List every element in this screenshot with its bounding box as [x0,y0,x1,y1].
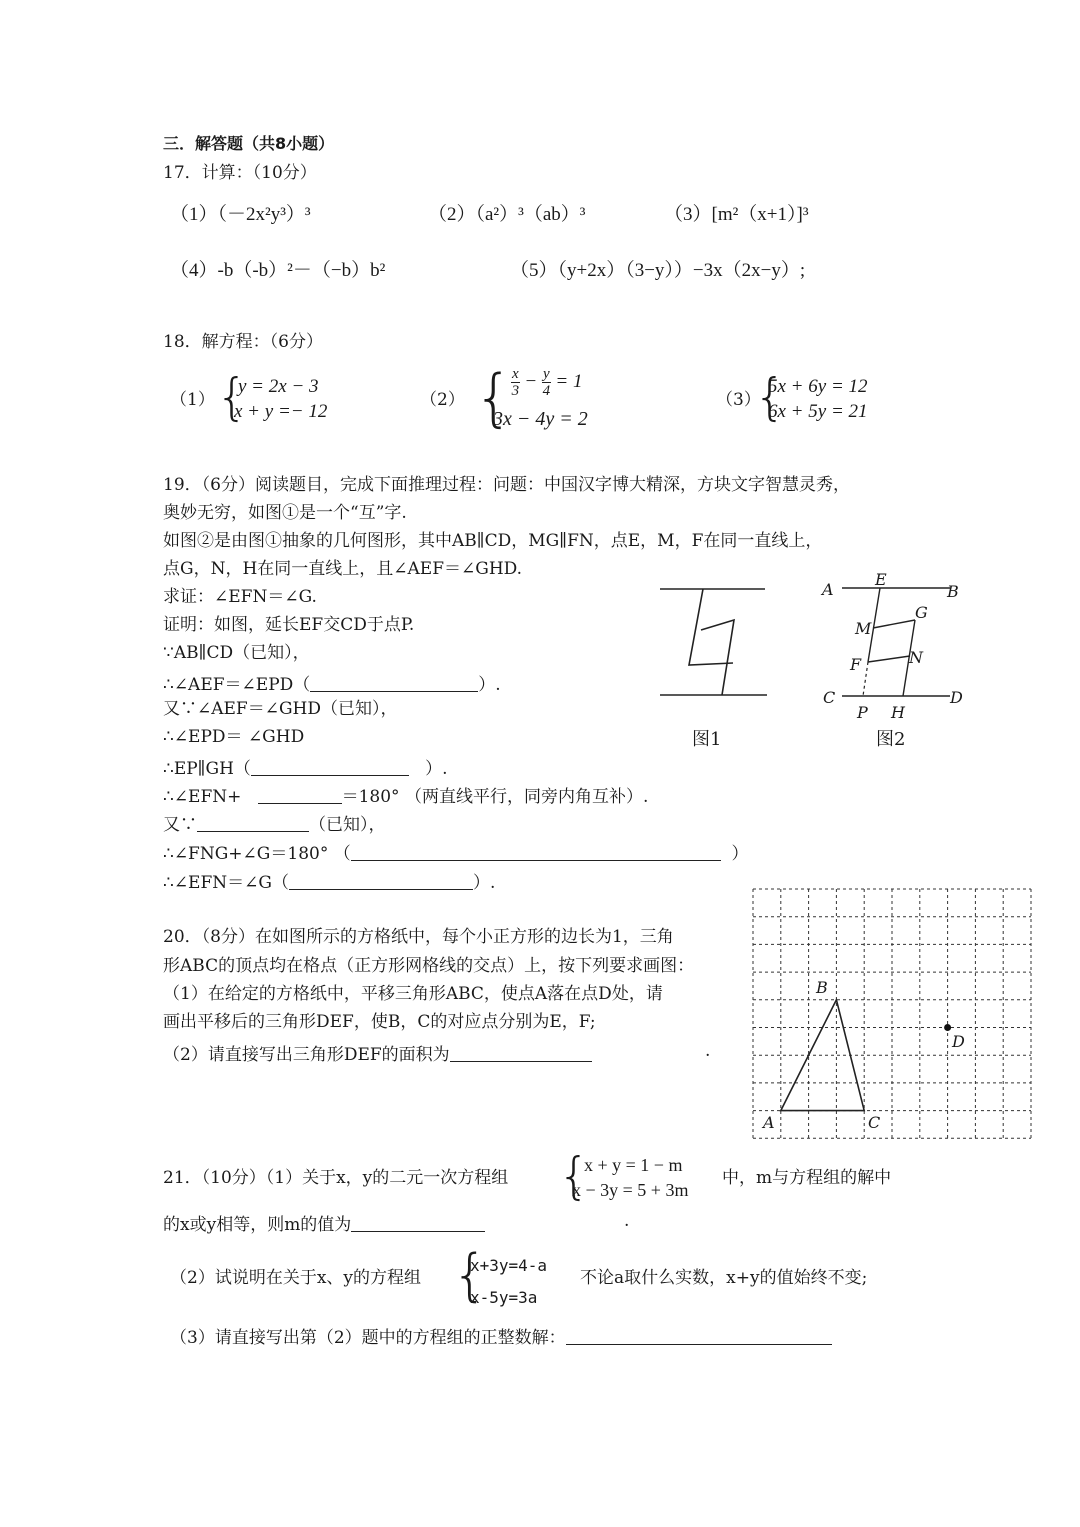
q19-blank2[interactable] [251,757,409,776]
frac-y-over-4: $\frac{y}{4}$ [542,366,551,399]
fig2-label-n: N [909,648,923,667]
fig2-label-d: D [950,688,963,707]
q18-sys3-eq2: 6x + 5y = 21 [768,401,868,422]
q18-brace2: { [474,361,514,434]
grid-label-d: D [952,1032,965,1051]
q19-line11: ∴EP∥GH（ ）. [163,759,448,779]
q21-brace1: { [558,1147,590,1205]
q18-label1: （1） [170,390,215,410]
figure-1-caption: 图1 [692,729,722,750]
q19-blank1[interactable] [310,673,478,692]
q21-m-blank[interactable] [351,1213,485,1232]
q18-brace1: { [216,368,248,426]
q18-sys2-eq2: 3x − 4y = 2 [493,408,588,430]
section-title: 三．解答题（共8小题） [163,134,335,153]
q19-line10: ∴∠EPD＝ ∠GHD [163,727,305,747]
q21-sys2-eq2: x-5y=3a [470,1288,538,1307]
q20-line3: （1）在给定的方格纸中，平移三角形ABC，使点A落在点D处，请 [163,984,663,1004]
point-d [944,1024,951,1031]
q21-sys1-eq1: x + y = 1 − m [584,1155,683,1175]
q18-brace3: { [754,368,786,426]
q21-brace2: { [452,1243,488,1308]
q19-blank5[interactable] [351,842,721,861]
q21-line2-period: . [624,1211,630,1231]
q18-sys3-eq1: 5x + 6y = 12 [768,376,868,397]
fig2-label-e: E [875,570,887,589]
q21-line1-start: 21．（10分）（1）关于x，y的二元一次方程组 [163,1168,509,1188]
fig2-label-h: H [891,703,905,722]
q20-area-blank[interactable] [450,1043,592,1062]
q20-line5-period: . [705,1041,711,1061]
q19-line14: ∴∠FNG+∠G＝180° （ ） [163,844,749,864]
q17-part3: （3）[m²（x+1）]³ [664,204,809,225]
q17-part4: （4）-b（-b）²－（−b）b² [170,260,386,281]
q19-line8: ∴∠AEF＝∠EPD（ ）. [163,675,501,695]
q19-line2: 奥妙无穷，如图①是一个“互”字. [163,503,407,523]
q17-part1: （1）（－2x²y³）³ [170,204,311,225]
q20-line1: 20．（8分）在如图所示的方格纸中，每个小正方形的边长为1，三角 [163,927,674,947]
q18-label2: （2） [420,390,465,410]
q19-line13: 又∵ （已知）， [163,815,386,835]
q21-sys2-eq1: x+3y=4-a [470,1256,548,1275]
q19-line3: 如图②是由图①抽象的几何图形，其中AB∥CD，MG∥FN，点E，M，F在同一直线上， [163,531,823,551]
q17-part2: （2）（a²）³（ab）³ [428,204,586,225]
q17-part5: （5）（y+2x）（3−y））−3x（2x−y）; [510,260,806,281]
q20-line2: 形ABC的顶点均在格点（正方形网格线的交点）上，按下列要求画图： [163,956,695,976]
q19-blank4[interactable] [197,813,309,832]
fig2-label-g: G [915,603,928,622]
q18-head: 18．解方程：（6分） [163,332,323,352]
q17-head: 17．计算：（10分） [163,163,317,183]
q18-label3: （3） [716,390,761,410]
q18-sys1-eq2: x + y =− 12 [234,401,328,422]
q21-line3-end: 不论a取什么实数，x+y的值始终不变; [580,1268,868,1288]
q21-line2: 的x或y相等，则m的值为 [163,1213,485,1234]
fig2-label-p: P [857,703,868,722]
grid-label-a: A [763,1113,775,1132]
q19-line5: 求证：∠EFN＝∠G. [163,587,317,607]
figure-2-caption: 图2 [876,729,906,750]
q21-line1-end: 中，m与方程组的解中 [722,1168,892,1188]
q21-solution-blank[interactable] [566,1326,832,1345]
fig2-label-b: B [947,582,959,601]
fig2-label-m: M [855,619,872,638]
q19-line12: ∴∠EFN+ ＝180° （两直线平行，同旁内角互补）. [163,787,649,807]
fig2-label-a: A [822,580,834,599]
q21-line3-start: （2）试说明在关于x、y的方程组 [170,1268,422,1288]
grid-label-c: C [868,1113,881,1132]
q19-line6: 证明：如图，延长EF交CD于点P. [163,615,415,635]
q19-line1: 19．（6分）阅读题目，完成下面推理过程：问题：中国汉字博大精深，方块文字智慧灵秀， [163,475,850,495]
q19-line9: 又∵∠AEF＝∠GHD（已知）， [163,699,398,719]
q20-line4: 画出平移后的三角形DEF，使B，C的对应点分别为E，F; [163,1012,596,1032]
q20-line5: （2）请直接写出三角形DEF的面积为 [163,1043,592,1064]
q19-blank3[interactable] [258,785,342,804]
q19-line15: ∴∠EFN＝∠G（ ）. [163,873,496,893]
q21-sys1-eq2: x − 3y = 5 + 3m [572,1180,689,1200]
q19-line4: 点G，N，H在同一直线上，且∠AEF＝∠GHD. [163,559,523,579]
fig2-label-c: C [823,688,836,707]
grid-label-b: B [816,978,828,997]
q18-sys2-eq1: $\frac{x}{3}$ − $\frac{y}{4}$ = 1 [511,366,583,399]
frac-x-over-3: $\frac{x}{3}$ [511,366,520,399]
q20-grid [752,888,1032,1142]
q19-line7: ∵AB∥CD（已知）， [163,643,310,663]
q21-line4: （3）请直接写出第（2）题中的方程组的正整数解： [170,1326,832,1347]
q19-blank6[interactable] [289,871,473,890]
fig2-label-f: F [850,655,862,674]
q18-sys1-eq1: y = 2x − 3 [238,376,319,397]
